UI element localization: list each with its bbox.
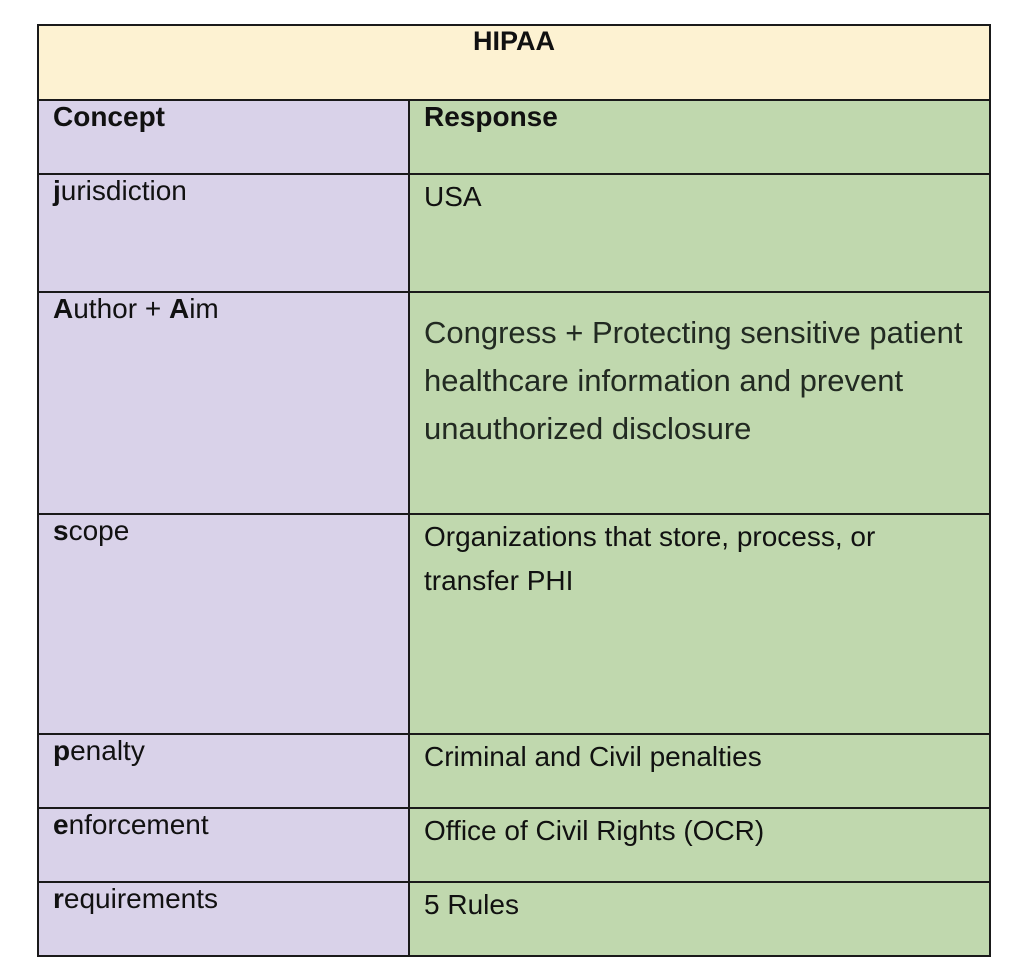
title-row (38, 25, 990, 100)
hipaa-table (37, 24, 991, 957)
concept-initial-2: A (168, 293, 190, 324)
header-row (38, 100, 990, 174)
response-cell: Office of Civil Rights (OCR) (409, 808, 990, 882)
concept-initial: j (53, 175, 61, 206)
table-row-jurisdiction (38, 174, 990, 292)
concept-cell (38, 734, 409, 808)
table-row-scope (38, 514, 990, 734)
concept-initial: A (53, 293, 74, 324)
concept-initial: s (53, 515, 69, 546)
concept-cell (38, 292, 409, 514)
concept-rest: cope (68, 515, 130, 546)
concept-initial: p (53, 735, 71, 766)
table-title: HIPAA (38, 25, 990, 100)
concept-initial: r (53, 883, 64, 914)
concept-rest-2: im (189, 293, 219, 324)
concept-rest: enalty (70, 735, 145, 766)
response-cell: 5 Rules (409, 882, 990, 956)
concept-cell (38, 514, 409, 734)
concept-initial: e (53, 809, 69, 840)
concept-cell (38, 174, 409, 292)
table-row-penalty (38, 734, 990, 808)
header-response: Response (409, 100, 990, 174)
response-cell: USA (409, 174, 990, 292)
concept-rest: equirements (63, 883, 218, 914)
concept-cell (38, 882, 409, 956)
response-cell: Organizations that store, process, or transfer PHI (409, 514, 990, 734)
response-cell: Congress + Protecting sensitive patient healthcare information and prevent unauthorized disclosure (409, 292, 990, 514)
concept-rest: urisdiction (60, 175, 187, 206)
concept-rest: nforcement (68, 809, 209, 840)
table-row-author-aim (38, 292, 990, 514)
response-cell: Criminal and Civil penalties (409, 734, 990, 808)
header-concept: Concept (38, 100, 409, 174)
table-row-enforcement (38, 808, 990, 882)
concept-cell (38, 808, 409, 882)
table-row-requirements (38, 882, 990, 956)
concept-rest: uthor + (73, 293, 169, 324)
